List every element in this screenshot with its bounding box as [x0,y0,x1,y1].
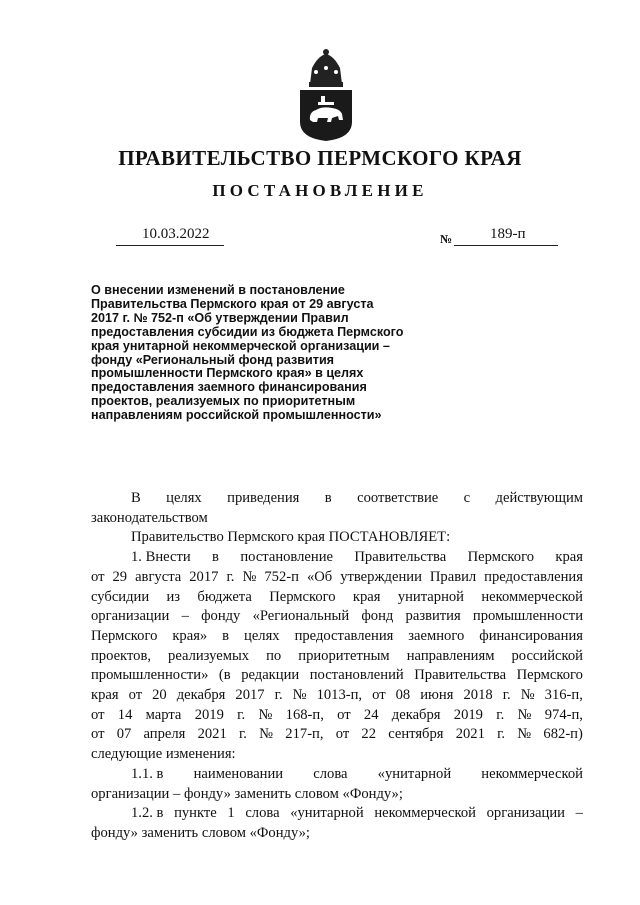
title-line: края унитарной некоммерческой организации – [91,338,390,353]
body-line [91,568,583,588]
body-word: приоритетным [298,647,390,664]
body-word: г. [502,687,511,704]
body-word: 08 [395,687,411,704]
body-word: 168-п, [285,706,324,723]
body-word: 1 [227,805,235,822]
body-word: 2019 [453,706,483,723]
body-word: Правительства [354,549,447,566]
body-word: организации [91,608,170,625]
body-word: 1.1. в [131,765,164,782]
body-word: реализуемых [168,647,250,664]
body-word: предоставления [294,627,394,644]
body-line [91,489,583,509]
body-word: с [463,490,471,506]
body-word: Пермского [91,627,158,644]
body-word: целях [166,490,202,506]
title-line: предоставления заемного финансирования [91,380,367,395]
body-word: российской [511,647,583,664]
body-line [91,528,583,548]
body-word: соответствие [357,490,439,506]
body-word: из [166,588,181,605]
document-number: 189-п [490,226,526,242]
body-word: края» [172,627,208,644]
body-word: от [335,726,350,743]
body-word: следующие изменения: [91,746,236,763]
body-word: «Региональный [252,608,350,625]
body-word: 2017 [235,687,265,704]
body-word: г. [496,706,505,723]
body-word: Пермского [269,588,336,605]
body-word: № [292,687,307,704]
body-word: фонду [201,608,241,625]
body-line [91,804,583,824]
body-line [91,627,583,647]
body-word: законодательством [91,509,208,526]
body-line [91,785,583,805]
body-line [91,666,583,686]
body-word: 316-п, [544,687,583,704]
body-word: постановлений [309,667,404,684]
body-word: 2021 [455,726,485,743]
body-word: промышленности» [91,667,209,684]
body-word: № [517,726,532,743]
body-word: от [91,706,105,723]
body-word: унитарной [397,588,464,605]
body-word: финансирования [479,627,583,644]
body-word: г. [226,568,235,585]
body-line [91,765,583,785]
body-word: 2021 [197,726,227,743]
body-word: 752-п [264,568,299,585]
body-word: направлениям [406,647,495,664]
number-underline [454,245,558,246]
body-word: постановление [240,549,333,566]
body-line [91,647,583,667]
body-word: некоммерческой [481,588,583,605]
title-line: Правительства Пермского края от 29 августа [91,296,374,311]
body-word: утверждении [340,568,422,585]
body-word: 20 [152,687,167,704]
document-date: 10.03.2022 [142,226,210,242]
body-word: проектов, [91,647,151,664]
body-word: предоставления [484,568,583,585]
body-word: 1013-п, [316,687,363,704]
body-word: г. [238,726,247,743]
perm-krai-coat-of-arms [296,48,356,142]
body-word: 217-п, [285,726,324,743]
title-line: предоставления субсидии из бюджета Пермского [91,324,404,339]
body-word: 24 [363,706,379,723]
body-word: № [258,706,273,723]
body-word: 2017 [189,568,219,585]
body-word: Пермского [516,667,583,684]
body-word: сентября [388,726,444,743]
number-sign: № [440,232,453,246]
date-underline [116,245,224,246]
body-word: 22 [361,726,376,743]
body-word: 2019 [194,706,224,723]
body-line [91,745,583,765]
body-line [91,548,583,568]
body-word: наименовании [193,765,284,782]
body-word: В [131,490,141,506]
body-word: по [266,647,282,664]
body-word: декабря [176,687,226,704]
body-word: № [517,706,532,723]
document-body [91,489,583,844]
body-line [91,607,583,627]
body-word: декабря [391,706,441,723]
title-line: направлениям российской промышленности» [91,408,382,423]
body-word: целях [244,627,280,644]
body-word: апреля [143,726,186,743]
body-word: Правительства [414,667,507,684]
body-word: края [352,588,381,605]
document-title [91,284,451,423]
body-word: в [222,627,230,644]
body-word: 1. Внести [131,549,191,566]
body-word: Пермского [467,549,534,566]
body-word: от [337,706,351,723]
body-word: 07 [116,726,132,743]
body-word: бюджета [197,588,252,605]
body-line [91,588,583,608]
body-word: редакции [241,667,300,684]
body-word: приведения [227,490,300,506]
body-line [91,706,583,726]
body-word: некоммерческой [481,765,583,782]
title-line: промышленности Пермского края» в целях [91,366,364,381]
body-word: июня [420,687,454,704]
body-word: Правил [429,568,477,585]
body-word: г. [274,687,283,704]
body-line [91,824,583,844]
body-word: организации – фонду» заменить словом «Фонду»; [91,785,403,802]
body-word: г. [497,726,506,743]
body-word: промышленности [472,608,583,625]
body-word: Правительство Пермского края ПОСТАНОВЛЯЕТ: [131,529,451,546]
body-word: края [91,687,119,704]
body-word: марта [145,706,182,723]
body-word: фонду» заменить словом «Фонду»; [91,824,310,841]
body-line [91,509,583,529]
body-word: в [212,549,219,566]
body-word: от [128,687,143,704]
title-line: фонду «Региональный фонд развития [91,352,335,367]
body-word: слова [313,765,348,782]
body-word: августа [135,568,182,585]
body-word: заемного [408,627,465,644]
title-line: 2017 г. № 752-п «Об утверждении Правил [91,310,349,325]
body-word: «унитарной [377,765,452,782]
body-word: развития [405,608,461,625]
body-word: 14 [117,706,133,723]
body-word: 682-п) [543,726,583,743]
body-word: 1.2. в [131,805,164,822]
body-word: от [91,568,105,585]
body-line [91,686,583,706]
document-type: ПОСТАНОВЛЕНИЕ [212,181,428,200]
body-word: в [324,490,332,506]
body-word: некоммерческой [374,805,476,822]
body-word: 29 [112,568,128,585]
body-word: от [372,687,386,704]
body-word: действующим [495,490,583,506]
body-word: «Об [306,568,333,585]
body-word: (в [218,667,231,684]
body-word: № [520,687,535,704]
body-word: субсидии [91,588,150,605]
body-word: № [259,726,274,743]
body-word: 2018 [463,687,493,704]
title-line: О внесении изменений в постановление [91,283,345,297]
body-word: от [91,726,105,743]
body-word: – [181,608,189,625]
body-word: организации [486,805,565,822]
body-word: 974-п, [544,706,583,723]
body-word: слова [245,805,280,822]
body-word: края [555,549,583,566]
body-word: пункте [174,805,217,822]
body-word: – [575,805,583,822]
body-word: «унитарной [290,805,364,822]
body-word: фонд [361,608,394,625]
government-name: ПРАВИТЕЛЬСТВО ПЕРМСКОГО КРАЯ [118,146,522,170]
body-word: г. [237,706,246,723]
body-line [91,725,583,745]
body-word: № [242,568,257,585]
title-line: проектов, реализуемых по приоритетным [91,394,356,409]
